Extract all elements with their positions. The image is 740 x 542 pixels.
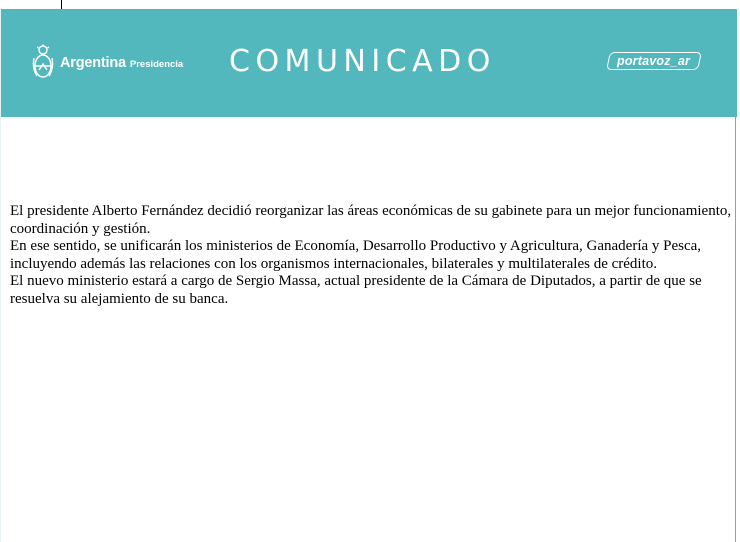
paragraph-3: El nuevo ministerio estará a cargo de Sergio Massa, actual presidente de la Cámara de Diputados, a partir de que se resuelva su alejamiento de su banca.	[10, 273, 702, 307]
twitter-handle-badge	[606, 52, 702, 70]
paragraph-2: En ese sentido, se unificarán los ministerios de Economía, Desarrollo Productivo y Agricultura, Ganadería y Pesca, incluyendo además las relaciones con los organismos internacionales, bilaterales y multilaterales de crédito.	[10, 238, 702, 272]
page-title: COMUNICADO	[229, 44, 496, 79]
coat-of-arms-icon	[31, 44, 55, 82]
logo-word: Argentina	[60, 55, 126, 71]
header-banner	[1, 9, 737, 117]
paragraph-1: El presidente Alberto Fernández decidió reorganizar las áreas económicas de su gabinete para un mejor funcionamiento, coordinación y gestión.	[10, 203, 732, 237]
statement-body	[10, 203, 734, 309]
text-cursor	[61, 0, 62, 9]
twitter-handle: portavoz_ar	[617, 54, 691, 68]
logo-subtitle: Presidencia	[129, 58, 184, 70]
argentina-presidencia-logo	[31, 44, 183, 82]
document-page	[0, 9, 736, 542]
